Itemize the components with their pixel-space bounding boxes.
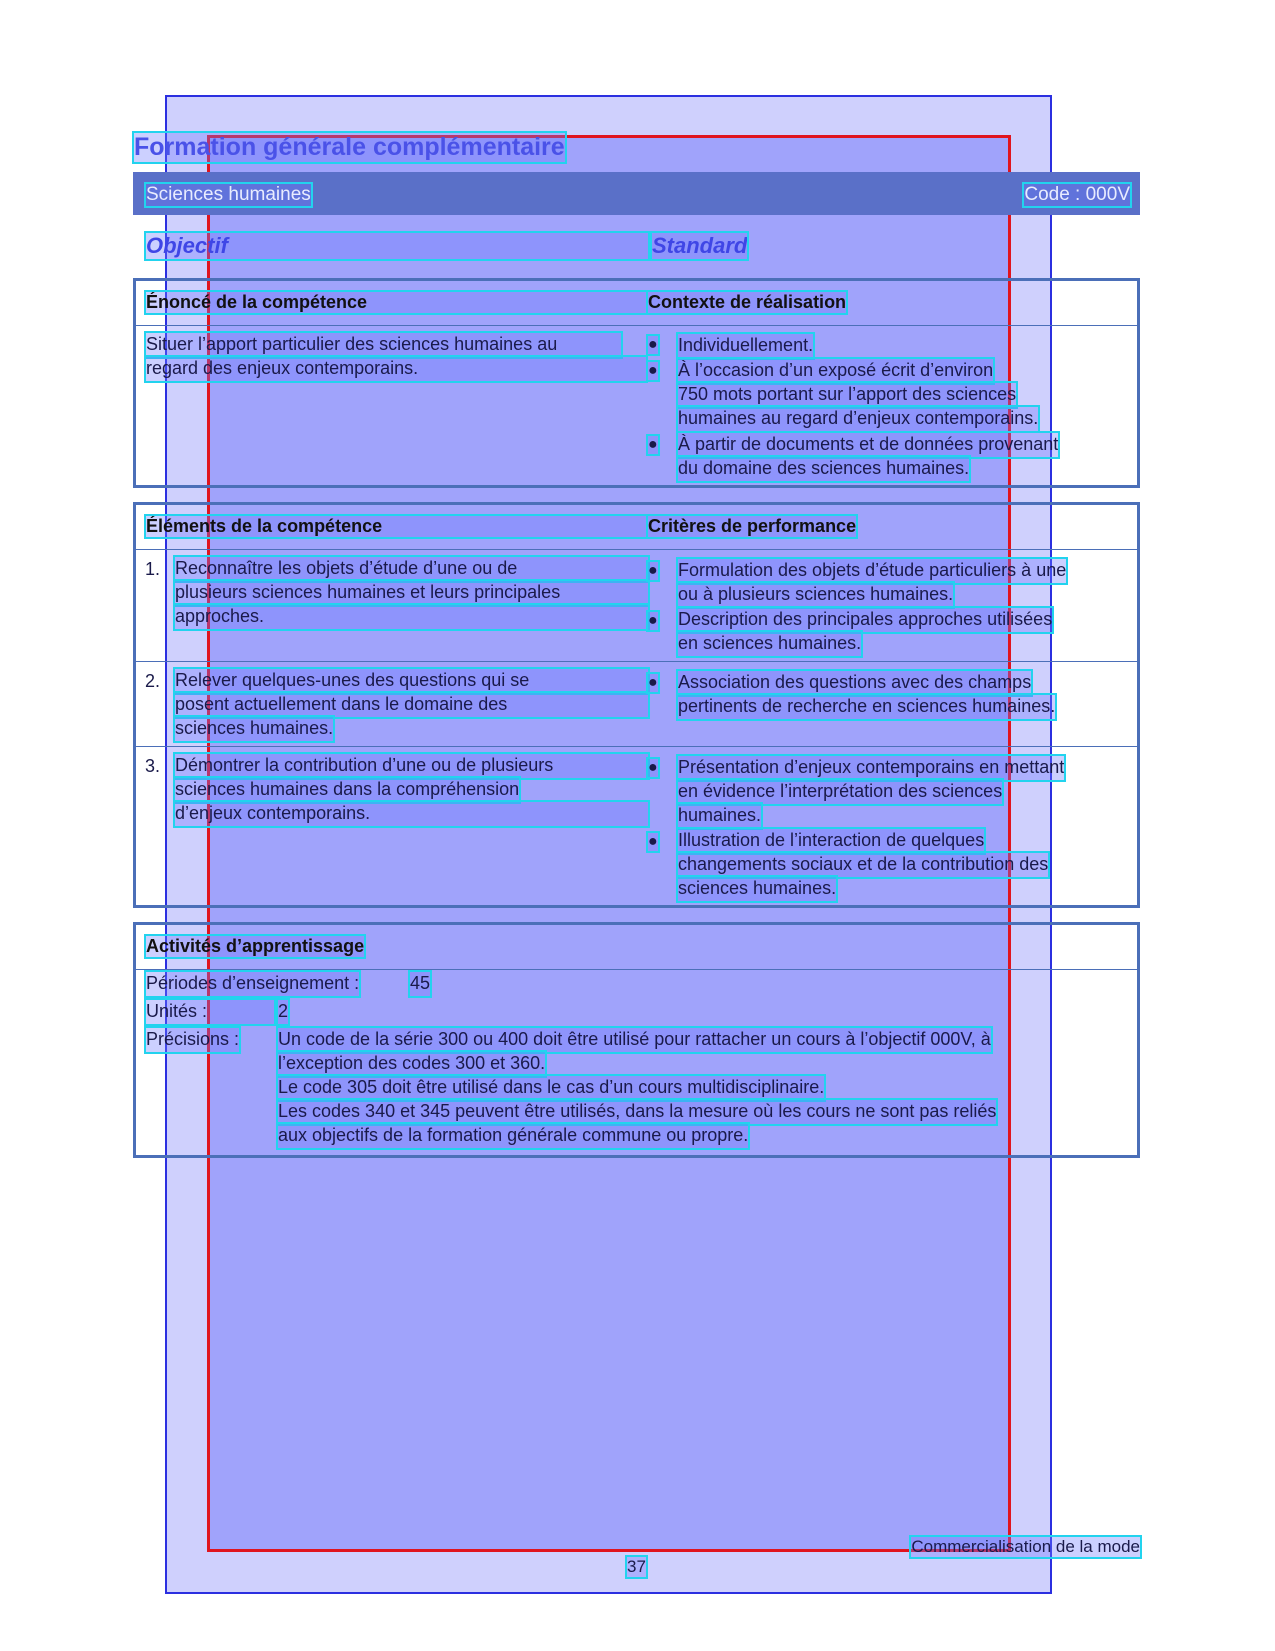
element-text: posent actuellement dans le domaine des bbox=[175, 693, 648, 717]
element-text: Démontrer la contribution d’une ou de plusieurs bbox=[175, 754, 648, 778]
competence-statement-line: regard des enjeux contemporains. bbox=[146, 357, 646, 381]
element-number: 2. bbox=[145, 671, 161, 691]
element-text: sciences humaines. bbox=[175, 717, 333, 741]
page-number: 37 bbox=[627, 1557, 646, 1576]
bullet-icon: ● bbox=[648, 436, 658, 453]
element-text: plusieurs sciences humaines et leurs principales bbox=[175, 581, 648, 605]
context-item: humaines au regard d’enjeux contemporains. bbox=[678, 407, 1038, 431]
periods-value: 45 bbox=[410, 972, 430, 996]
bullet-icon: ● bbox=[648, 362, 658, 379]
criterion-text: humaines. bbox=[678, 804, 761, 828]
units-label: Unités : bbox=[146, 1000, 274, 1024]
bullet-icon: ● bbox=[648, 336, 658, 353]
page-title: Formation générale complémentaire bbox=[134, 133, 565, 161]
element-number: 3. bbox=[145, 756, 161, 776]
units-value: 2 bbox=[278, 1000, 288, 1024]
bullet-icon: ● bbox=[648, 612, 658, 629]
precisions-line: Les codes 340 et 345 peuvent être utilisés, dans la mesure où les cours ne sont pas reliés bbox=[278, 1100, 996, 1124]
context-item: 750 mots portant sur l’apport des sciences bbox=[678, 383, 1016, 407]
element-text: Relever quelques-unes des questions qui se bbox=[175, 669, 648, 693]
criterion-text: sciences humaines. bbox=[678, 877, 836, 901]
criterion-text: Présentation d’enjeux contemporains en mettant bbox=[678, 756, 1064, 780]
element-text: sciences humaines dans la compréhension bbox=[175, 778, 519, 802]
precisions-line: Un code de la série 300 ou 400 doit être utilisé pour rattacher un cours à l’objectif 000V, à bbox=[278, 1028, 991, 1052]
row-divider bbox=[136, 661, 1137, 662]
criterion-text: en sciences humaines. bbox=[678, 632, 861, 656]
competence-statement-header: Énoncé de la compétence bbox=[146, 292, 646, 313]
criterion-text: Illustration de l’interaction de quelques bbox=[678, 829, 984, 853]
element-number: 1. bbox=[145, 559, 161, 579]
bullet-icon: ● bbox=[648, 562, 658, 579]
precisions-line: Le code 305 doit être utilisé dans le cas d’un cours multidisciplinaire. bbox=[278, 1076, 824, 1100]
context-item: du domaine des sciences humaines. bbox=[678, 457, 969, 481]
precisions-label: Précisions : bbox=[146, 1028, 239, 1052]
criterion-text: Formulation des objets d’étude particuliers à une bbox=[678, 559, 1066, 583]
context-item: À partir de documents et de données provenant bbox=[678, 433, 1058, 457]
criterion-text: changements sociaux et de la contribution des bbox=[678, 853, 1048, 877]
criterion-text: en évidence l’interprétation des sciences bbox=[678, 780, 1002, 804]
elements-header: Éléments de la compétence bbox=[146, 516, 646, 537]
standard-heading: Standard bbox=[652, 233, 748, 258]
objective-heading: Objectif bbox=[146, 233, 648, 259]
subject-name: Sciences humaines bbox=[146, 184, 311, 205]
precisions-line: aux objectifs de la formation générale commune ou propre. bbox=[278, 1124, 748, 1148]
course-code: Code : 000V bbox=[1024, 184, 1130, 205]
activities-header: Activités d’apprentissage bbox=[146, 936, 365, 956]
criterion-text: ou à plusieurs sciences humaines. bbox=[678, 583, 953, 607]
criterion-text: pertinents de recherche en sciences humaines. bbox=[678, 695, 1055, 719]
element-text: Reconnaître les objets d’étude d’une ou de bbox=[175, 557, 648, 581]
bullet-icon: ● bbox=[648, 674, 658, 691]
competence-statement-line: Situer l’apport particulier des sciences humaines au bbox=[146, 333, 621, 357]
context-item: Individuellement. bbox=[678, 334, 813, 358]
element-text: approches. bbox=[175, 605, 648, 629]
criterion-text: Association des questions avec des champs bbox=[678, 671, 1031, 695]
bullet-icon: ● bbox=[648, 833, 658, 850]
criteria-header: Critères de performance bbox=[648, 516, 857, 536]
bullet-icon: ● bbox=[648, 759, 658, 776]
context-header: Contexte de réalisation bbox=[648, 292, 847, 312]
context-item: À l’occasion d’un exposé écrit d’environ bbox=[678, 359, 993, 383]
criterion-text: Description des principales approches utilisées bbox=[678, 608, 1052, 632]
periods-label: Périodes d’enseignement : bbox=[146, 972, 359, 996]
precisions-line: l’exception des codes 300 et 360. bbox=[278, 1052, 545, 1076]
element-text: d’enjeux contemporains. bbox=[175, 802, 648, 826]
row-divider bbox=[136, 746, 1137, 747]
footer-program: Commercialisation de la mode bbox=[911, 1537, 1140, 1556]
